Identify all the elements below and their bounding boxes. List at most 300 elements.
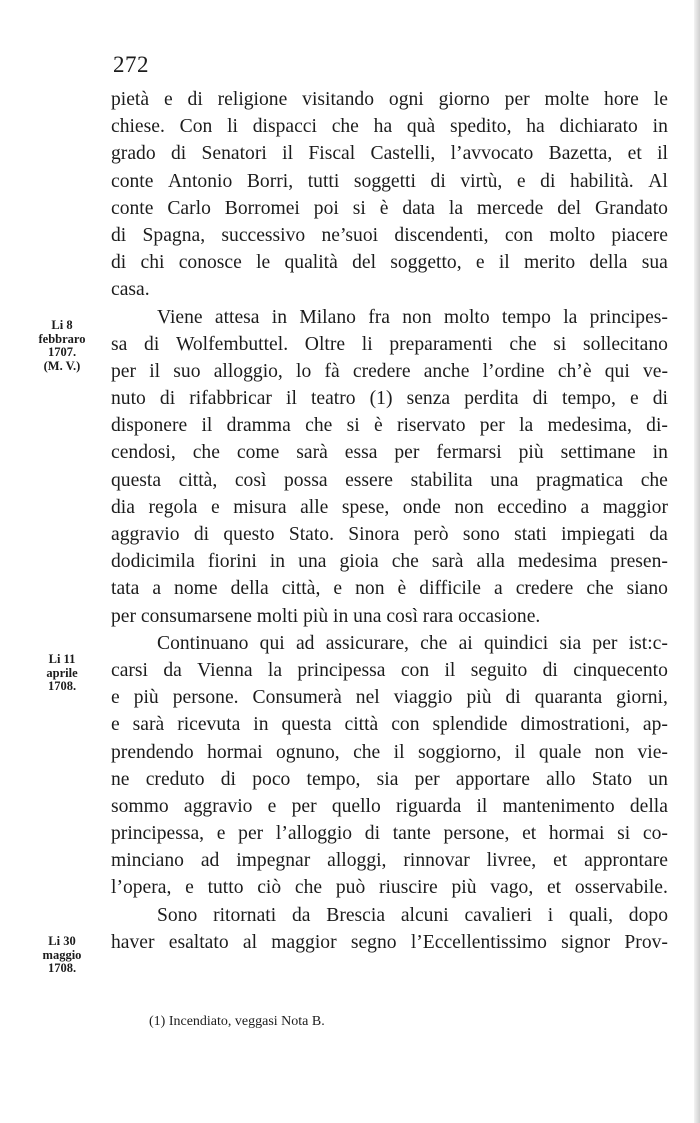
word: di bbox=[532, 388, 548, 410]
word: non bbox=[594, 741, 625, 763]
word: pragmatica bbox=[536, 469, 624, 491]
word: si bbox=[617, 823, 631, 845]
word: cinquecento bbox=[573, 659, 668, 681]
word: alle bbox=[300, 496, 329, 518]
word: si bbox=[553, 333, 567, 355]
word: preparamenti bbox=[389, 333, 493, 355]
word: conosce bbox=[178, 252, 242, 274]
word: da bbox=[649, 524, 668, 545]
word: i bbox=[547, 904, 554, 926]
word: qui bbox=[259, 632, 285, 654]
word: ognuno, bbox=[275, 741, 340, 763]
text-line bbox=[111, 739, 668, 766]
word: a bbox=[152, 578, 162, 600]
word: questa bbox=[111, 469, 162, 491]
word: per bbox=[592, 632, 618, 654]
word: creduto bbox=[145, 768, 205, 790]
word: tempo, bbox=[306, 768, 361, 790]
word: spedito, bbox=[449, 116, 512, 138]
word: fra bbox=[368, 306, 390, 328]
word: lo bbox=[296, 360, 312, 382]
body-text bbox=[111, 86, 668, 956]
word: tutti bbox=[307, 170, 340, 192]
word: mantenimento bbox=[502, 795, 615, 817]
word: Wolfembuttel. bbox=[175, 333, 289, 355]
word: molto bbox=[549, 224, 596, 246]
word: non bbox=[454, 496, 484, 518]
word: assicurare, bbox=[325, 632, 409, 654]
word: di bbox=[111, 252, 127, 274]
word: molte bbox=[544, 89, 590, 110]
word: sua bbox=[641, 252, 668, 274]
word: per bbox=[504, 89, 530, 110]
text-line bbox=[111, 929, 668, 956]
text-line bbox=[111, 684, 668, 711]
word: sa bbox=[111, 333, 128, 355]
word: tata bbox=[111, 578, 140, 600]
word: ogni bbox=[388, 89, 424, 110]
word: più bbox=[451, 877, 477, 899]
word: chiese. bbox=[111, 116, 165, 138]
word: dramma bbox=[226, 415, 291, 437]
word: si bbox=[346, 415, 360, 437]
word: di bbox=[144, 333, 160, 355]
word: et bbox=[627, 143, 642, 165]
word: medesima bbox=[517, 551, 598, 573]
word: in bbox=[271, 306, 288, 328]
word: habilità. bbox=[570, 170, 634, 192]
word: (1) bbox=[369, 388, 393, 410]
word: tempo, bbox=[562, 388, 616, 410]
text-line bbox=[111, 113, 668, 140]
word: ad bbox=[200, 850, 220, 872]
word: ricevuta bbox=[177, 714, 241, 736]
word: piacere bbox=[611, 224, 668, 246]
word: maggior bbox=[602, 496, 668, 518]
word: dimostrationi, bbox=[520, 714, 630, 736]
word: apportare bbox=[455, 768, 530, 790]
word: splendide bbox=[432, 714, 508, 736]
word: Grandato bbox=[595, 197, 668, 219]
word: essa bbox=[344, 442, 378, 464]
text-line bbox=[111, 439, 668, 466]
margin-note-line: Li 8 bbox=[51, 318, 73, 332]
word: per bbox=[291, 795, 317, 817]
word: conte bbox=[111, 197, 154, 219]
word: ch’è bbox=[557, 360, 592, 382]
word: in bbox=[253, 714, 269, 736]
word: una bbox=[298, 551, 327, 573]
word: poi bbox=[313, 197, 339, 219]
word: Prov- bbox=[624, 931, 668, 953]
word: ne’suoi bbox=[321, 224, 379, 246]
word: quello bbox=[331, 795, 381, 817]
word: giorno bbox=[438, 89, 490, 110]
word: per bbox=[111, 360, 137, 382]
word: al bbox=[242, 931, 258, 953]
text-line bbox=[111, 249, 668, 276]
text-line bbox=[111, 331, 668, 358]
word: così bbox=[234, 469, 267, 491]
word: il bbox=[498, 252, 510, 274]
text-line bbox=[111, 195, 668, 222]
word: che bbox=[640, 469, 668, 491]
word: in bbox=[269, 551, 286, 573]
word: discendenti, bbox=[394, 224, 489, 246]
text-line bbox=[111, 902, 668, 929]
word: per bbox=[238, 823, 264, 845]
word: misura bbox=[233, 496, 287, 518]
word: il bbox=[286, 388, 297, 410]
word: Oltre bbox=[304, 333, 346, 355]
word: da bbox=[163, 659, 182, 681]
word: signor bbox=[561, 931, 611, 953]
text-line bbox=[111, 140, 668, 167]
word: che bbox=[305, 415, 333, 437]
word: rinnovar bbox=[403, 850, 470, 872]
word: prendendo bbox=[111, 741, 194, 763]
word: che bbox=[509, 333, 537, 355]
page-edge-shadow bbox=[694, 0, 700, 1123]
word: Sinora bbox=[348, 524, 400, 545]
margin-note-line: Li 11 bbox=[48, 652, 76, 666]
word: teatro bbox=[310, 388, 356, 410]
word: livree, bbox=[486, 850, 537, 872]
word: Continuano bbox=[157, 632, 249, 654]
word: che bbox=[331, 116, 359, 138]
word: Senatori bbox=[201, 143, 267, 165]
word: alloggi, bbox=[327, 850, 387, 872]
word: Castelli, bbox=[370, 143, 436, 165]
word: hormai bbox=[207, 741, 263, 763]
word: di bbox=[170, 143, 187, 165]
word: attesa bbox=[214, 306, 260, 328]
word: città, bbox=[281, 578, 321, 600]
word: Stato bbox=[591, 768, 633, 790]
word: Al bbox=[648, 170, 668, 192]
word: li bbox=[361, 333, 373, 355]
word: qualità bbox=[284, 252, 338, 274]
word: dichiarato bbox=[559, 116, 638, 138]
word: per bbox=[394, 442, 420, 464]
word: della bbox=[629, 795, 668, 817]
word: dopo bbox=[628, 904, 668, 926]
word: nuto bbox=[111, 388, 146, 410]
text-line bbox=[111, 630, 668, 657]
word: mercede bbox=[476, 197, 544, 219]
word: quali, bbox=[568, 904, 614, 926]
word: sarà bbox=[296, 442, 328, 464]
word: esaltato bbox=[168, 931, 229, 953]
word: sia bbox=[559, 632, 582, 654]
word: ad bbox=[295, 632, 315, 654]
margin-note-line: aprile bbox=[46, 665, 78, 680]
word: sia bbox=[376, 768, 399, 790]
word: alcuni bbox=[400, 904, 449, 926]
word: e bbox=[629, 388, 639, 410]
word: pietà bbox=[111, 89, 150, 110]
word: Borromei bbox=[224, 197, 300, 219]
word: senza bbox=[406, 388, 451, 410]
word: con bbox=[504, 224, 534, 246]
word: sollecitano bbox=[583, 333, 668, 355]
word: difficile bbox=[419, 578, 481, 600]
word: impegnar bbox=[236, 850, 311, 872]
word: non bbox=[402, 306, 432, 328]
word: sarà bbox=[132, 714, 165, 736]
word: credere bbox=[515, 578, 574, 600]
word: con bbox=[400, 659, 430, 681]
word: principes- bbox=[589, 306, 668, 328]
word: haver bbox=[111, 931, 155, 953]
word: dodicimila bbox=[111, 551, 195, 573]
word: le bbox=[256, 252, 271, 274]
word: Milano bbox=[299, 306, 356, 328]
word: per bbox=[479, 415, 505, 437]
word: si bbox=[352, 197, 366, 219]
word: è bbox=[397, 578, 407, 600]
word: di bbox=[540, 170, 556, 192]
word: è bbox=[373, 415, 383, 437]
word: eccedino bbox=[497, 496, 567, 518]
text-line bbox=[111, 521, 668, 548]
word: del bbox=[352, 252, 377, 274]
word: della bbox=[589, 252, 628, 274]
text-line bbox=[111, 847, 668, 874]
word: possa bbox=[283, 469, 328, 491]
word: tante bbox=[392, 823, 431, 845]
word: la bbox=[519, 415, 534, 437]
word: ne bbox=[111, 768, 130, 790]
text-line bbox=[111, 358, 668, 385]
word: soggetti bbox=[353, 170, 416, 192]
word: alloggio, bbox=[213, 360, 283, 382]
word: della bbox=[230, 578, 269, 600]
word: questo bbox=[223, 524, 275, 545]
word: il bbox=[444, 659, 456, 681]
word: ciò bbox=[257, 877, 282, 899]
word: ist:c- bbox=[628, 632, 668, 654]
word: giorni, bbox=[616, 687, 668, 709]
word: di- bbox=[646, 415, 668, 437]
text-line bbox=[111, 86, 668, 113]
word: e bbox=[163, 89, 173, 110]
word: e bbox=[216, 823, 226, 845]
word: ha bbox=[373, 116, 393, 138]
word: regola bbox=[148, 496, 198, 518]
word: per bbox=[414, 768, 440, 790]
word: religione bbox=[217, 89, 288, 110]
word: di bbox=[187, 89, 203, 110]
margin-note-date bbox=[30, 935, 94, 976]
word: città bbox=[344, 714, 379, 736]
word: visitando bbox=[302, 89, 375, 110]
word: come bbox=[236, 442, 280, 464]
word: credere bbox=[352, 360, 411, 382]
text-line bbox=[111, 657, 668, 684]
footnote: (1) Incendiato, veggasi Nota B. bbox=[149, 1014, 325, 1029]
word: che bbox=[294, 877, 323, 899]
word: nome bbox=[174, 578, 218, 600]
word: e bbox=[333, 578, 343, 600]
word: Carlo bbox=[167, 197, 211, 219]
word: sono bbox=[462, 524, 500, 545]
text-line bbox=[111, 575, 668, 602]
word: del bbox=[557, 197, 582, 219]
word: riservato bbox=[396, 415, 466, 437]
word: Sono bbox=[157, 904, 198, 926]
word: ap- bbox=[642, 714, 668, 736]
word: Stato. bbox=[288, 524, 334, 545]
text-line bbox=[111, 385, 668, 412]
word: suo bbox=[173, 360, 201, 382]
word: il bbox=[657, 143, 668, 165]
word: soggiorno, bbox=[417, 741, 502, 763]
word: di bbox=[220, 768, 236, 790]
word: co- bbox=[642, 823, 668, 845]
word: che bbox=[586, 578, 614, 600]
word: il bbox=[476, 795, 488, 817]
word: e bbox=[475, 252, 485, 274]
word: spese, bbox=[341, 496, 390, 518]
word: allo bbox=[546, 768, 576, 790]
margin-note-line: 1707. bbox=[47, 345, 77, 359]
word: ve- bbox=[642, 360, 668, 382]
word: impiegati bbox=[561, 524, 636, 545]
word: anche bbox=[423, 360, 470, 382]
word: la bbox=[448, 197, 464, 219]
word: hormai bbox=[548, 823, 605, 845]
margin-note-line: 1708. bbox=[47, 679, 77, 693]
word: di bbox=[542, 659, 558, 681]
text-line bbox=[111, 766, 668, 793]
word: presen- bbox=[610, 551, 668, 573]
word: ritornati bbox=[213, 904, 277, 926]
word: successivo bbox=[221, 224, 306, 246]
word: Consumerà bbox=[252, 687, 342, 709]
word: hore bbox=[604, 89, 639, 110]
word: gioia bbox=[339, 551, 379, 573]
word: persone. bbox=[172, 687, 239, 709]
word: aggravio bbox=[111, 524, 180, 545]
word: stati bbox=[514, 524, 547, 545]
word: ai bbox=[458, 632, 473, 654]
word: Con bbox=[179, 116, 213, 138]
text-line bbox=[111, 304, 668, 331]
word: conte bbox=[111, 170, 154, 192]
word: essere bbox=[345, 469, 393, 491]
word: fà bbox=[324, 360, 340, 382]
word: non bbox=[355, 578, 385, 600]
word: qui bbox=[604, 360, 630, 382]
word: principessa bbox=[297, 659, 386, 681]
margin-note-line: febbraro bbox=[38, 331, 86, 346]
word: perdita bbox=[464, 388, 519, 410]
word: può bbox=[335, 877, 366, 899]
word: tutto bbox=[207, 877, 244, 899]
word: settimane bbox=[560, 442, 636, 464]
word: più bbox=[518, 442, 544, 464]
word: vago, bbox=[490, 877, 534, 899]
word: più bbox=[133, 687, 159, 709]
word: che bbox=[353, 741, 381, 763]
margin-note-line: Li 30 bbox=[48, 934, 76, 948]
word: data bbox=[402, 197, 435, 219]
word: più bbox=[466, 687, 492, 709]
word: è bbox=[379, 197, 389, 219]
word: l’ordine bbox=[482, 360, 545, 382]
word: la bbox=[267, 659, 283, 681]
word: molto bbox=[443, 306, 490, 328]
word: Antonio bbox=[168, 170, 233, 192]
text-line bbox=[111, 467, 668, 494]
word: siano bbox=[626, 578, 668, 600]
word: dia bbox=[111, 496, 135, 518]
word: alla bbox=[476, 551, 505, 573]
text-line bbox=[111, 548, 668, 575]
word: di bbox=[159, 388, 176, 410]
word: di bbox=[652, 388, 668, 410]
word: che bbox=[192, 442, 220, 464]
word: città, bbox=[178, 469, 218, 491]
word: a bbox=[580, 496, 590, 518]
word: il bbox=[201, 415, 213, 437]
word: e bbox=[185, 877, 194, 899]
word: di bbox=[193, 524, 210, 545]
word: persone, bbox=[443, 823, 510, 845]
text-line bbox=[111, 793, 668, 820]
word: Brescia bbox=[326, 904, 386, 926]
word: viaggio bbox=[393, 687, 453, 709]
word: principessa, bbox=[111, 823, 205, 845]
word: Spagna, bbox=[142, 224, 206, 246]
text-line: per consumarsene molti più in una così rara occasione. bbox=[111, 605, 541, 627]
word: virtù, bbox=[460, 170, 503, 192]
word: il bbox=[282, 143, 294, 165]
word: sarà bbox=[431, 551, 464, 573]
margin-note-date bbox=[30, 319, 94, 373]
word: il bbox=[149, 360, 161, 382]
word: in bbox=[652, 116, 668, 138]
word: a bbox=[493, 578, 503, 600]
word: Borri, bbox=[246, 170, 294, 192]
word: nel bbox=[355, 687, 380, 709]
word: maggior bbox=[271, 931, 337, 953]
word: rifabbricar bbox=[189, 388, 272, 410]
word: e bbox=[267, 795, 277, 817]
word: vie- bbox=[637, 741, 668, 763]
word: poco bbox=[252, 768, 291, 790]
margin-note-date bbox=[30, 653, 94, 694]
word: un bbox=[648, 768, 668, 790]
word: questa bbox=[281, 714, 332, 736]
margin-note-line: maggio bbox=[42, 947, 82, 962]
word: grado bbox=[111, 143, 156, 165]
word: merito bbox=[523, 252, 576, 274]
word: di bbox=[111, 224, 127, 246]
word: quaranta bbox=[534, 687, 603, 709]
word: la bbox=[563, 306, 578, 328]
word: riuscire bbox=[378, 877, 438, 899]
word: soggetto, bbox=[390, 252, 462, 274]
word: da bbox=[291, 904, 311, 926]
word: medesima, bbox=[547, 415, 632, 437]
word: una bbox=[490, 469, 519, 491]
word: carsi bbox=[111, 659, 148, 681]
word: ha bbox=[526, 116, 545, 138]
word: quindici bbox=[483, 632, 549, 654]
page-number: 272 bbox=[113, 52, 149, 77]
